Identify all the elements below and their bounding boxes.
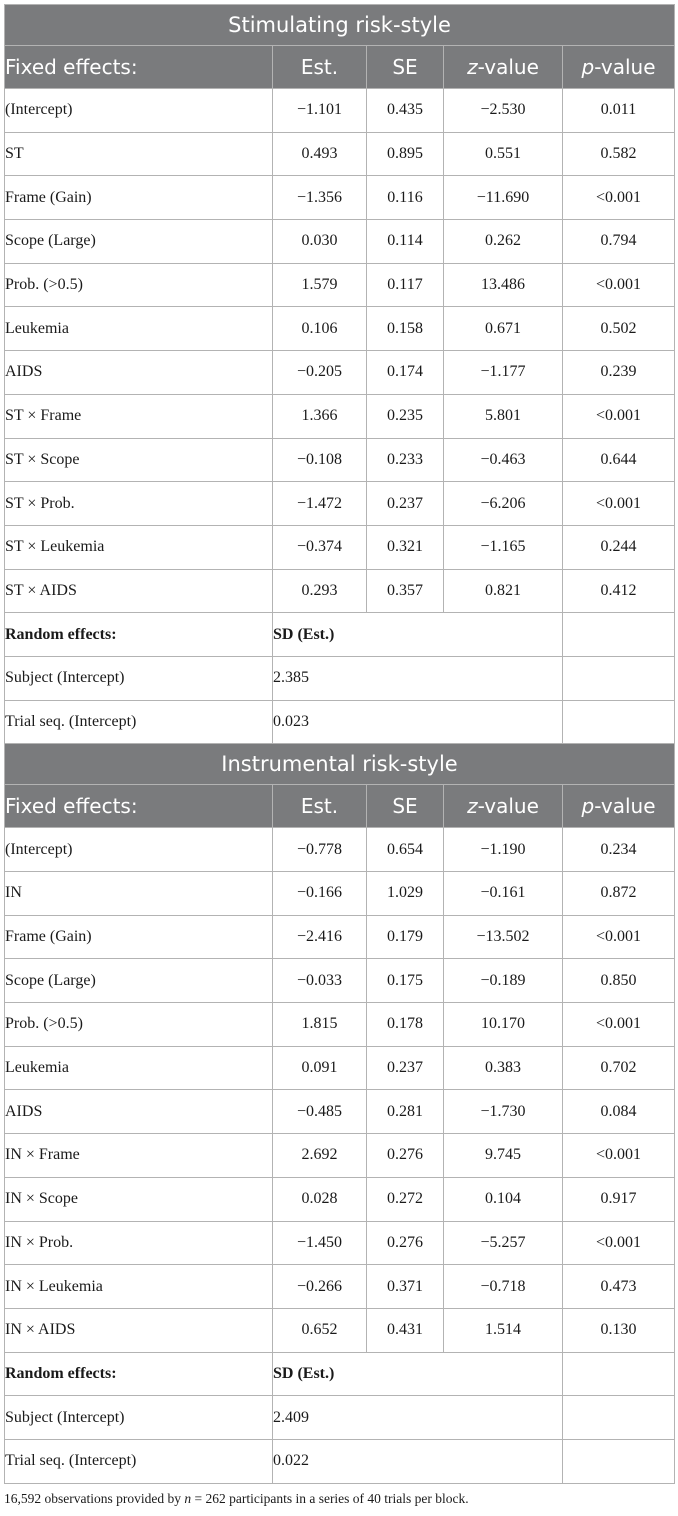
- cell-term: ST × Prob.: [5, 482, 273, 526]
- cell-se: 0.175: [367, 959, 444, 1003]
- cell-z-value: 0.383: [444, 1046, 563, 1090]
- cell-est: 0.106: [273, 307, 367, 351]
- header-p-letter: p: [581, 55, 595, 79]
- cell-se: 0.895: [367, 132, 444, 176]
- cell-p-value: <0.001: [563, 482, 675, 526]
- cell-p-value: 0.473: [563, 1265, 675, 1309]
- cell-z-value: −5.257: [444, 1221, 563, 1265]
- cell-se: 0.235: [367, 394, 444, 438]
- fixed-effect-row: [5, 307, 675, 351]
- cell-random-sd: 0.023: [273, 700, 563, 744]
- empty-cell: [563, 700, 675, 744]
- header-se: SE: [367, 785, 444, 828]
- cell-est: 0.293: [273, 569, 367, 613]
- random-effects-label: Random effects:: [5, 1352, 273, 1396]
- random-effects-header-row: [5, 1352, 675, 1396]
- fixed-effect-row: [5, 828, 675, 872]
- cell-se: 0.237: [367, 482, 444, 526]
- cell-p-value: <0.001: [563, 176, 675, 220]
- cell-se: 0.654: [367, 828, 444, 872]
- cell-se: 0.178: [367, 1003, 444, 1047]
- empty-cell: [563, 656, 675, 700]
- header-z-rest: -value: [477, 55, 539, 79]
- column-header-row: [5, 785, 675, 828]
- cell-est: 1.366: [273, 394, 367, 438]
- cell-random-sd: 0.022: [273, 1439, 563, 1483]
- cell-est: −1.101: [273, 89, 367, 133]
- random-effects-label: Random effects:: [5, 613, 273, 657]
- empty-cell: [563, 1352, 675, 1396]
- cell-z-value: −1.165: [444, 525, 563, 569]
- cell-se: 0.272: [367, 1177, 444, 1221]
- footnote-text-after: = 262 participants in a series of 40 trials per block.: [191, 1491, 469, 1506]
- cell-p-value: 0.502: [563, 307, 675, 351]
- cell-term: ST × AIDS: [5, 569, 273, 613]
- cell-se: 0.158: [367, 307, 444, 351]
- cell-est: −0.266: [273, 1265, 367, 1309]
- fixed-effect-row: [5, 438, 675, 482]
- section-title-row: [5, 744, 675, 785]
- cell-z-value: −0.463: [444, 438, 563, 482]
- cell-est: −0.033: [273, 959, 367, 1003]
- fixed-effect-row: [5, 482, 675, 526]
- fixed-effect-row: [5, 89, 675, 133]
- fixed-effect-row: [5, 394, 675, 438]
- cell-est: −0.108: [273, 438, 367, 482]
- cell-est: −0.485: [273, 1090, 367, 1134]
- fixed-effect-row: [5, 351, 675, 395]
- cell-term: ST × Leukemia: [5, 525, 273, 569]
- fixed-effect-row: [5, 1134, 675, 1178]
- cell-term: (Intercept): [5, 89, 273, 133]
- cell-z-value: −1.177: [444, 351, 563, 395]
- random-effects-header-row: [5, 613, 675, 657]
- fixed-effect-row: [5, 1265, 675, 1309]
- cell-se: 0.435: [367, 89, 444, 133]
- cell-term: ST: [5, 132, 273, 176]
- footnote-text-before: 16,592 observations provided by: [4, 1491, 185, 1506]
- cell-term: IN × Prob.: [5, 1221, 273, 1265]
- cell-p-value: 0.239: [563, 351, 675, 395]
- cell-est: −0.205: [273, 351, 367, 395]
- cell-term: Scope (Large): [5, 220, 273, 264]
- cell-est: −2.416: [273, 915, 367, 959]
- fixed-effect-row: [5, 1177, 675, 1221]
- cell-term: (Intercept): [5, 828, 273, 872]
- footnote-n-letter: n: [184, 1491, 192, 1506]
- cell-z-value: −1.730: [444, 1090, 563, 1134]
- cell-se: 0.116: [367, 176, 444, 220]
- cell-est: 0.030: [273, 220, 367, 264]
- cell-z-value: −2.530: [444, 89, 563, 133]
- cell-est: 1.579: [273, 263, 367, 307]
- cell-se: 0.233: [367, 438, 444, 482]
- header-z-rest: -value: [477, 794, 539, 819]
- cell-term: Leukemia: [5, 1046, 273, 1090]
- cell-p-value: 0.850: [563, 959, 675, 1003]
- cell-p-value: <0.001: [563, 1003, 675, 1047]
- cell-random-term: Subject (Intercept): [5, 1396, 273, 1440]
- cell-z-value: 1.514: [444, 1308, 563, 1352]
- column-header-row: [5, 46, 675, 89]
- fixed-effect-row: [5, 1003, 675, 1047]
- cell-term: ST × Frame: [5, 394, 273, 438]
- cell-est: −1.450: [273, 1221, 367, 1265]
- cell-z-value: 0.104: [444, 1177, 563, 1221]
- cell-est: 0.028: [273, 1177, 367, 1221]
- cell-p-value: 0.702: [563, 1046, 675, 1090]
- cell-random-term: Subject (Intercept): [5, 656, 273, 700]
- section-title-row: [5, 5, 675, 46]
- random-effect-row: [5, 700, 675, 744]
- cell-se: 0.114: [367, 220, 444, 264]
- fixed-effect-row: [5, 959, 675, 1003]
- cell-p-value: <0.001: [563, 1134, 675, 1178]
- cell-se: 0.237: [367, 1046, 444, 1090]
- header-p-rest: -value: [594, 794, 656, 819]
- cell-se: 1.029: [367, 872, 444, 916]
- cell-est: −1.356: [273, 176, 367, 220]
- header-p-value: [563, 46, 675, 89]
- cell-est: −0.166: [273, 872, 367, 916]
- header-z-letter: z: [467, 794, 478, 819]
- cell-p-value: 0.917: [563, 1177, 675, 1221]
- cell-p-value: 0.244: [563, 525, 675, 569]
- cell-term: IN: [5, 872, 273, 916]
- cell-random-term: Trial seq. (Intercept): [5, 1439, 273, 1483]
- cell-p-value: <0.001: [563, 394, 675, 438]
- header-z-letter: z: [467, 55, 478, 79]
- empty-cell: [563, 613, 675, 657]
- header-est: Est.: [273, 46, 367, 89]
- random-sd-label: SD (Est.): [273, 613, 563, 657]
- cell-p-value: 0.582: [563, 132, 675, 176]
- cell-random-sd: 2.409: [273, 1396, 563, 1440]
- cell-z-value: −11.690: [444, 176, 563, 220]
- cell-term: Scope (Large): [5, 959, 273, 1003]
- cell-se: 0.281: [367, 1090, 444, 1134]
- cell-est: −0.374: [273, 525, 367, 569]
- section-title: Stimulating risk-style: [5, 5, 675, 46]
- cell-p-value: 0.084: [563, 1090, 675, 1134]
- header-fixed-effects: Fixed effects:: [5, 46, 273, 89]
- header-se: SE: [367, 46, 444, 89]
- fixed-effect-row: [5, 569, 675, 613]
- cell-term: Prob. (>0.5): [5, 263, 273, 307]
- cell-term: AIDS: [5, 351, 273, 395]
- fixed-effect-row: [5, 1221, 675, 1265]
- empty-cell: [563, 1439, 675, 1483]
- fixed-effect-row: [5, 1308, 675, 1352]
- cell-z-value: 0.821: [444, 569, 563, 613]
- cell-est: 0.652: [273, 1308, 367, 1352]
- cell-z-value: −6.206: [444, 482, 563, 526]
- cell-z-value: −0.718: [444, 1265, 563, 1309]
- cell-z-value: 0.551: [444, 132, 563, 176]
- section-title: Instrumental risk-style: [5, 744, 675, 785]
- fixed-effect-row: [5, 263, 675, 307]
- cell-term: Frame (Gain): [5, 176, 273, 220]
- cell-term: IN × AIDS: [5, 1308, 273, 1352]
- cell-est: −0.778: [273, 828, 367, 872]
- cell-p-value: 0.412: [563, 569, 675, 613]
- cell-z-value: −13.502: [444, 915, 563, 959]
- cell-term: IN × Frame: [5, 1134, 273, 1178]
- header-p-letter: p: [581, 794, 595, 819]
- cell-z-value: −1.190: [444, 828, 563, 872]
- fixed-effect-row: [5, 872, 675, 916]
- cell-z-value: 10.170: [444, 1003, 563, 1047]
- cell-z-value: 0.671: [444, 307, 563, 351]
- cell-se: 0.276: [367, 1134, 444, 1178]
- cell-se: 0.371: [367, 1265, 444, 1309]
- cell-term: Prob. (>0.5): [5, 1003, 273, 1047]
- cell-p-value: 0.794: [563, 220, 675, 264]
- header-p-rest: -value: [594, 55, 656, 79]
- cell-z-value: 9.745: [444, 1134, 563, 1178]
- cell-est: 1.815: [273, 1003, 367, 1047]
- cell-est: 0.493: [273, 132, 367, 176]
- fixed-effect-row: [5, 132, 675, 176]
- cell-random-term: Trial seq. (Intercept): [5, 700, 273, 744]
- cell-term: Frame (Gain): [5, 915, 273, 959]
- cell-z-value: −0.189: [444, 959, 563, 1003]
- fixed-effect-row: [5, 1046, 675, 1090]
- header-z-value: [444, 785, 563, 828]
- cell-p-value: 0.130: [563, 1308, 675, 1352]
- cell-term: IN × Scope: [5, 1177, 273, 1221]
- fixed-effect-row: [5, 176, 675, 220]
- cell-z-value: 13.486: [444, 263, 563, 307]
- cell-term: ST × Scope: [5, 438, 273, 482]
- fixed-effect-row: [5, 915, 675, 959]
- cell-p-value: <0.001: [563, 1221, 675, 1265]
- cell-est: 0.091: [273, 1046, 367, 1090]
- cell-p-value: <0.001: [563, 263, 675, 307]
- cell-p-value: 0.234: [563, 828, 675, 872]
- cell-se: 0.117: [367, 263, 444, 307]
- cell-p-value: 0.872: [563, 872, 675, 916]
- cell-term: AIDS: [5, 1090, 273, 1134]
- fixed-effect-row: [5, 525, 675, 569]
- fixed-effect-row: [5, 1090, 675, 1134]
- fixed-effect-row: [5, 220, 675, 264]
- empty-cell: [563, 1396, 675, 1440]
- cell-p-value: <0.001: [563, 915, 675, 959]
- cell-term: IN × Leukemia: [5, 1265, 273, 1309]
- random-effect-row: [5, 1439, 675, 1483]
- cell-z-value: 5.801: [444, 394, 563, 438]
- cell-se: 0.357: [367, 569, 444, 613]
- cell-se: 0.179: [367, 915, 444, 959]
- header-fixed-effects: Fixed effects:: [5, 785, 273, 828]
- table-footnote: [4, 1491, 469, 1507]
- cell-se: 0.321: [367, 525, 444, 569]
- cell-se: 0.174: [367, 351, 444, 395]
- random-sd-label: SD (Est.): [273, 1352, 563, 1396]
- cell-z-value: 0.262: [444, 220, 563, 264]
- random-effect-row: [5, 1396, 675, 1440]
- cell-p-value: 0.644: [563, 438, 675, 482]
- results-table: [4, 4, 675, 1484]
- cell-se: 0.431: [367, 1308, 444, 1352]
- header-est: Est.: [273, 785, 367, 828]
- cell-p-value: 0.011: [563, 89, 675, 133]
- cell-random-sd: 2.385: [273, 656, 563, 700]
- header-z-value: [444, 46, 563, 89]
- cell-term: Leukemia: [5, 307, 273, 351]
- random-effect-row: [5, 656, 675, 700]
- cell-est: 2.692: [273, 1134, 367, 1178]
- cell-est: −1.472: [273, 482, 367, 526]
- header-p-value: [563, 785, 675, 828]
- cell-z-value: −0.161: [444, 872, 563, 916]
- cell-se: 0.276: [367, 1221, 444, 1265]
